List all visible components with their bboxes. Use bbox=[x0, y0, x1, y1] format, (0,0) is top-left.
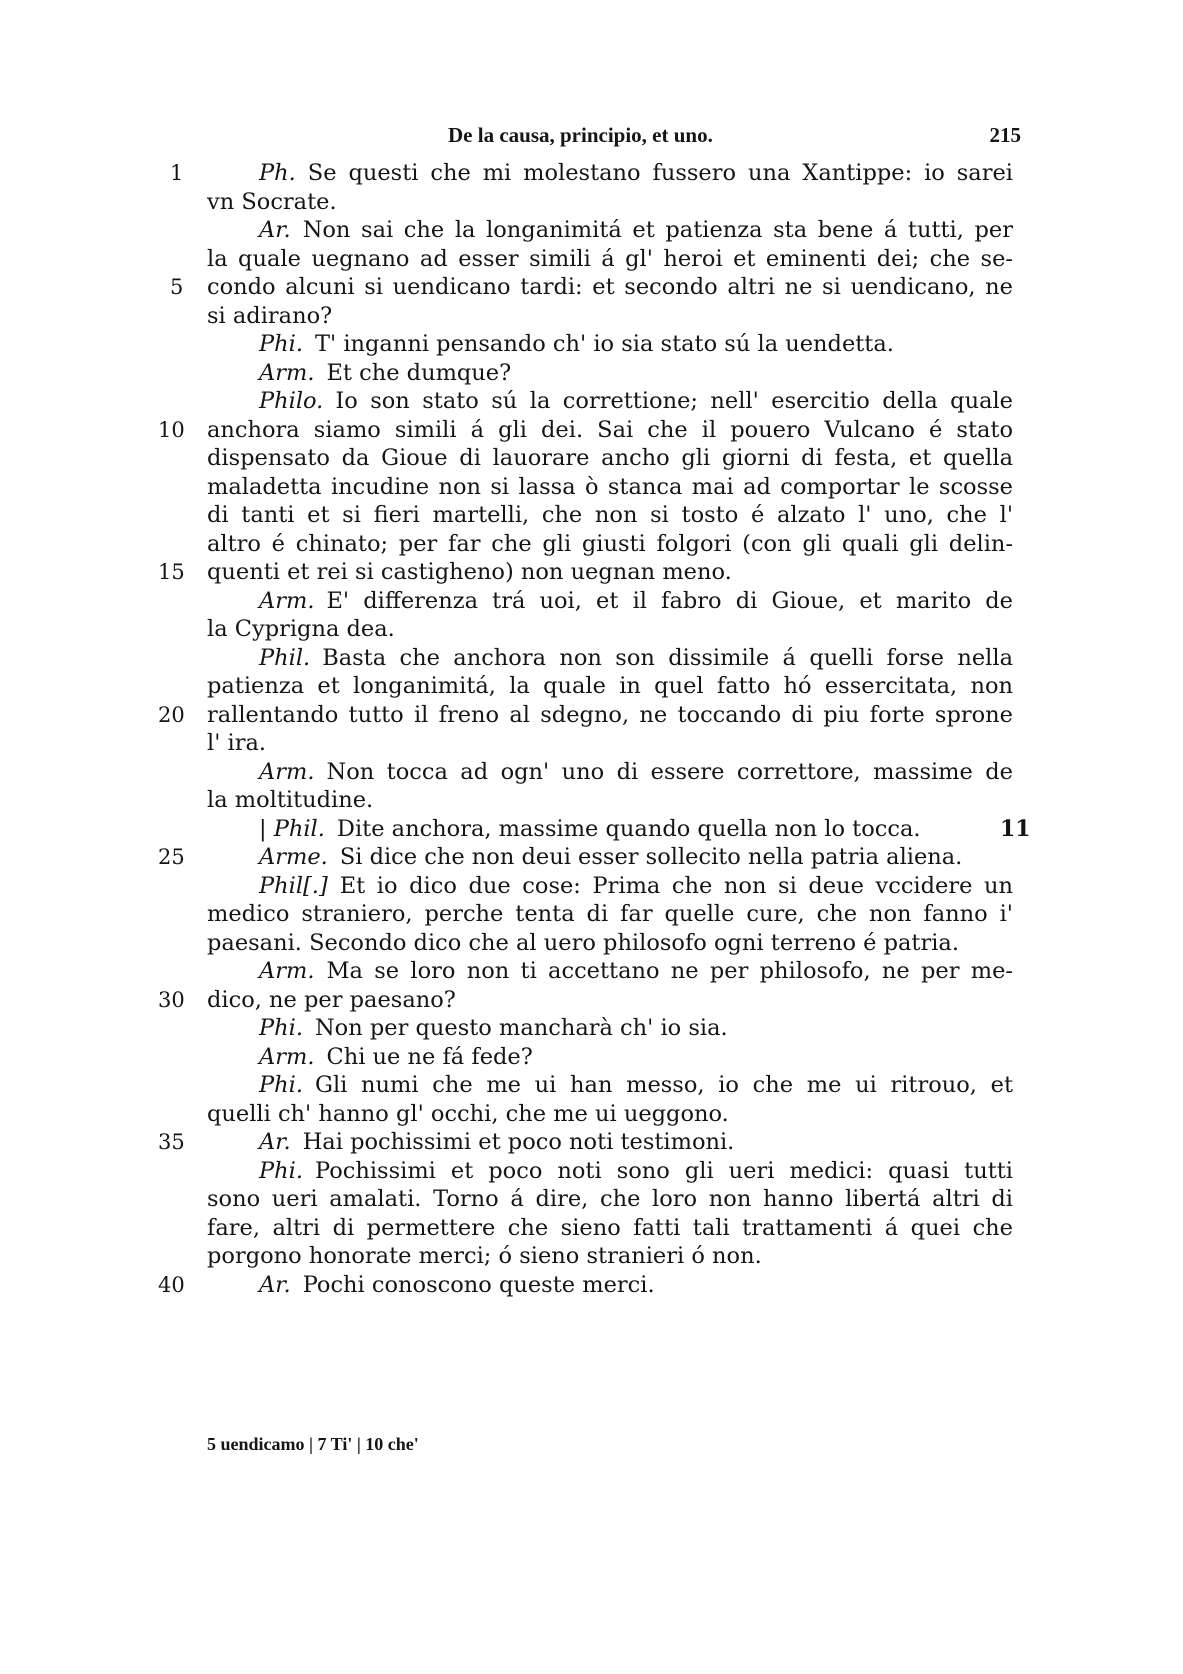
text-line bbox=[207, 985, 1013, 1015]
text-line bbox=[207, 529, 1013, 559]
text-line bbox=[207, 899, 1013, 929]
text-line bbox=[259, 158, 1013, 188]
text-line bbox=[207, 301, 1013, 331]
line-text: Non sai che la longanimitá et patienza sta bene á tutti, per bbox=[302, 217, 1013, 243]
line-text: Ma se loro non ti accettano ne per philosofo, ne per me- bbox=[326, 958, 1013, 984]
header-title: De la causa, principio, et uno. bbox=[448, 123, 713, 147]
line-text: E' differenza trá uoi, et il fabro di Gioue, et marito de bbox=[326, 587, 1013, 614]
line-text: la moltitudine. bbox=[207, 787, 374, 813]
line-text: l' ira. bbox=[207, 730, 267, 756]
speaker-label: Arm. bbox=[259, 958, 315, 984]
text-line bbox=[259, 842, 1013, 872]
speaker-label: Arme. bbox=[259, 844, 328, 870]
line-number: 5 bbox=[170, 275, 184, 299]
line-text: anchora siamo simili á gli dei. Sai che il pouero Vulcano é stato bbox=[207, 416, 1013, 443]
line-text: Se questi che mi molestano fussero una Xantippe: io sarei bbox=[307, 160, 1013, 186]
text-line bbox=[259, 329, 1013, 359]
line-number: 35 bbox=[158, 1130, 185, 1154]
text-line bbox=[259, 757, 1013, 787]
line-text: Non per questo mancharà ch' io sia. bbox=[314, 1015, 728, 1041]
running-header bbox=[448, 123, 1021, 153]
line-text: maladetta incudine non si lassa ò stanca mai ad comportar le scosse bbox=[207, 473, 1013, 500]
text-line bbox=[207, 244, 1013, 274]
text-line bbox=[207, 1241, 1013, 1271]
text-line bbox=[259, 1270, 1013, 1300]
line-text: medico straniero, perche tenta di far quelle cure, che non fanno i' bbox=[207, 901, 1013, 927]
line-text: Io son stato sú la correttione; nell' esercitio della quale bbox=[335, 388, 1013, 414]
line-text: Dite anchora, massime quando quella non lo tocca. bbox=[336, 815, 921, 842]
speaker-label: Phi. bbox=[259, 1015, 303, 1041]
text-line bbox=[207, 1099, 1013, 1129]
speaker-label: Ar. bbox=[259, 217, 291, 243]
line-text: Chi ue ne fá fede? bbox=[326, 1043, 533, 1070]
line-number: 15 bbox=[158, 560, 185, 584]
text-line bbox=[259, 586, 1013, 616]
text-line bbox=[259, 1127, 1013, 1157]
text-line bbox=[207, 1184, 1013, 1214]
text-line bbox=[259, 358, 1013, 388]
speaker-label: Philo. bbox=[259, 388, 324, 414]
margin-page-marker: 11 bbox=[1000, 815, 1031, 842]
line-text: la Cyprigna dea. bbox=[207, 616, 395, 642]
speaker-label: Arm. bbox=[259, 758, 315, 785]
line-text: dico, ne per paesano? bbox=[207, 986, 456, 1013]
line-number: 10 bbox=[158, 417, 185, 442]
line-number: 1 bbox=[170, 161, 184, 185]
text-line bbox=[259, 956, 1013, 986]
line-number: 40 bbox=[158, 1272, 185, 1297]
text-line bbox=[259, 386, 1013, 416]
line-number: 25 bbox=[158, 845, 185, 869]
text-line bbox=[207, 928, 1013, 958]
text-line bbox=[259, 814, 1013, 844]
speaker-label: Phi. bbox=[259, 1157, 303, 1184]
text-line bbox=[207, 671, 1013, 701]
text-line bbox=[207, 443, 1013, 473]
line-text: quenti et rei si castigheno) non uegnan meno. bbox=[207, 559, 732, 585]
line-number: 30 bbox=[158, 987, 185, 1012]
line-text: Et che dumque? bbox=[326, 359, 512, 386]
speaker-label: Phil[.] bbox=[259, 872, 328, 899]
line-text: quelli ch' hanno gl' occhi, che me ui ueggono. bbox=[207, 1100, 729, 1127]
text-line bbox=[259, 1156, 1013, 1186]
line-text: paesani. Secondo dico che al uero philosofo ogni terreno é patria. bbox=[207, 929, 959, 956]
line-text: vn Socrate. bbox=[207, 188, 337, 215]
line-text: patienza et longanimitá, la quale in quel fatto hó essercitata, non bbox=[207, 673, 1013, 699]
text-line bbox=[259, 215, 1013, 245]
text-line bbox=[259, 871, 1013, 901]
text-line bbox=[207, 614, 1013, 644]
speaker-label: Ar. bbox=[259, 1271, 291, 1298]
line-text: Basta che anchora non son dissimile á quelli forse nella bbox=[322, 644, 1013, 671]
text-line bbox=[207, 557, 1013, 587]
line-text: altro é chinato; per far che gli giusti folgori (con gli quali gli delin- bbox=[207, 530, 1013, 557]
line-text: si adirano? bbox=[207, 302, 333, 329]
speaker-label: Phil. bbox=[259, 644, 311, 671]
text-line bbox=[207, 415, 1013, 445]
line-text: Hai pochissimi et poco noti testimoni. bbox=[302, 1129, 735, 1155]
text-line bbox=[207, 472, 1013, 502]
line-text: Non tocca ad ogn' uno di essere correttore, massime de bbox=[326, 758, 1013, 785]
page-number: 215 bbox=[989, 123, 1021, 147]
line-text: fare, altri di permettere che sieno fatti tali trattamenti á quei che bbox=[207, 1214, 1013, 1241]
text-line bbox=[207, 700, 1013, 730]
speaker-label: | Phil. bbox=[259, 815, 325, 842]
line-text: rallentando tutto il freno al sdegno, ne toccando di piu forte sprone bbox=[207, 701, 1013, 728]
line-text: sono ueri amalati. Torno á dire, che loro non hanno libertá altri di bbox=[207, 1186, 1013, 1212]
speaker-label: Arm. bbox=[259, 359, 315, 386]
text-line bbox=[207, 187, 1013, 217]
speaker-label: Ar. bbox=[259, 1129, 291, 1155]
text-line bbox=[207, 1213, 1013, 1243]
text-line bbox=[259, 1070, 1013, 1100]
text-line bbox=[259, 1013, 1013, 1043]
line-text: porgono honorate merci; ó sieno stranieri ó non. bbox=[207, 1243, 762, 1269]
line-text: Pochi conoscono queste merci. bbox=[302, 1271, 655, 1298]
text-line bbox=[207, 500, 1013, 530]
text-line bbox=[207, 728, 1013, 758]
text-line bbox=[259, 1042, 1013, 1072]
text-line bbox=[207, 785, 1013, 815]
line-text: T' inganni pensando ch' io sia stato sú la uendetta. bbox=[314, 331, 894, 357]
speaker-label: Ph. bbox=[259, 160, 296, 186]
text-line bbox=[259, 643, 1013, 673]
line-text: dispensato da Gioue di lauorare ancho gli giorni di festa, et quella bbox=[207, 445, 1013, 471]
line-number: 20 bbox=[158, 702, 185, 727]
footnote: 5 uendicamo | 7 Ti' | 10 che' bbox=[207, 1434, 419, 1454]
line-text: condo alcuni si uendicano tardi: et secondo altri ne si uendicano, ne bbox=[207, 274, 1013, 300]
line-text: Et io dico due cose: Prima che non si deue vccidere un bbox=[339, 872, 1013, 899]
speaker-label: Arm. bbox=[259, 587, 315, 614]
text-line bbox=[207, 272, 1013, 302]
speaker-label: Phi. bbox=[259, 1072, 303, 1098]
speaker-label: Arm. bbox=[259, 1043, 315, 1070]
line-text: Si dice che non deui esser sollecito nella patria aliena. bbox=[339, 844, 963, 870]
line-text: Gli numi che me ui han messo, io che me ui ritrouo, et bbox=[314, 1072, 1013, 1098]
line-text: Pochissimi et poco noti sono gli ueri medici: quasi tutti bbox=[314, 1157, 1013, 1184]
line-text: la quale uegnano ad esser simili á gl' heroi et eminenti dei; che se- bbox=[207, 245, 1013, 272]
speaker-label: Phi. bbox=[259, 331, 303, 357]
line-text: di tanti et si fieri martelli, che non si tosto é alzato l' uno, che l' bbox=[207, 502, 1013, 528]
